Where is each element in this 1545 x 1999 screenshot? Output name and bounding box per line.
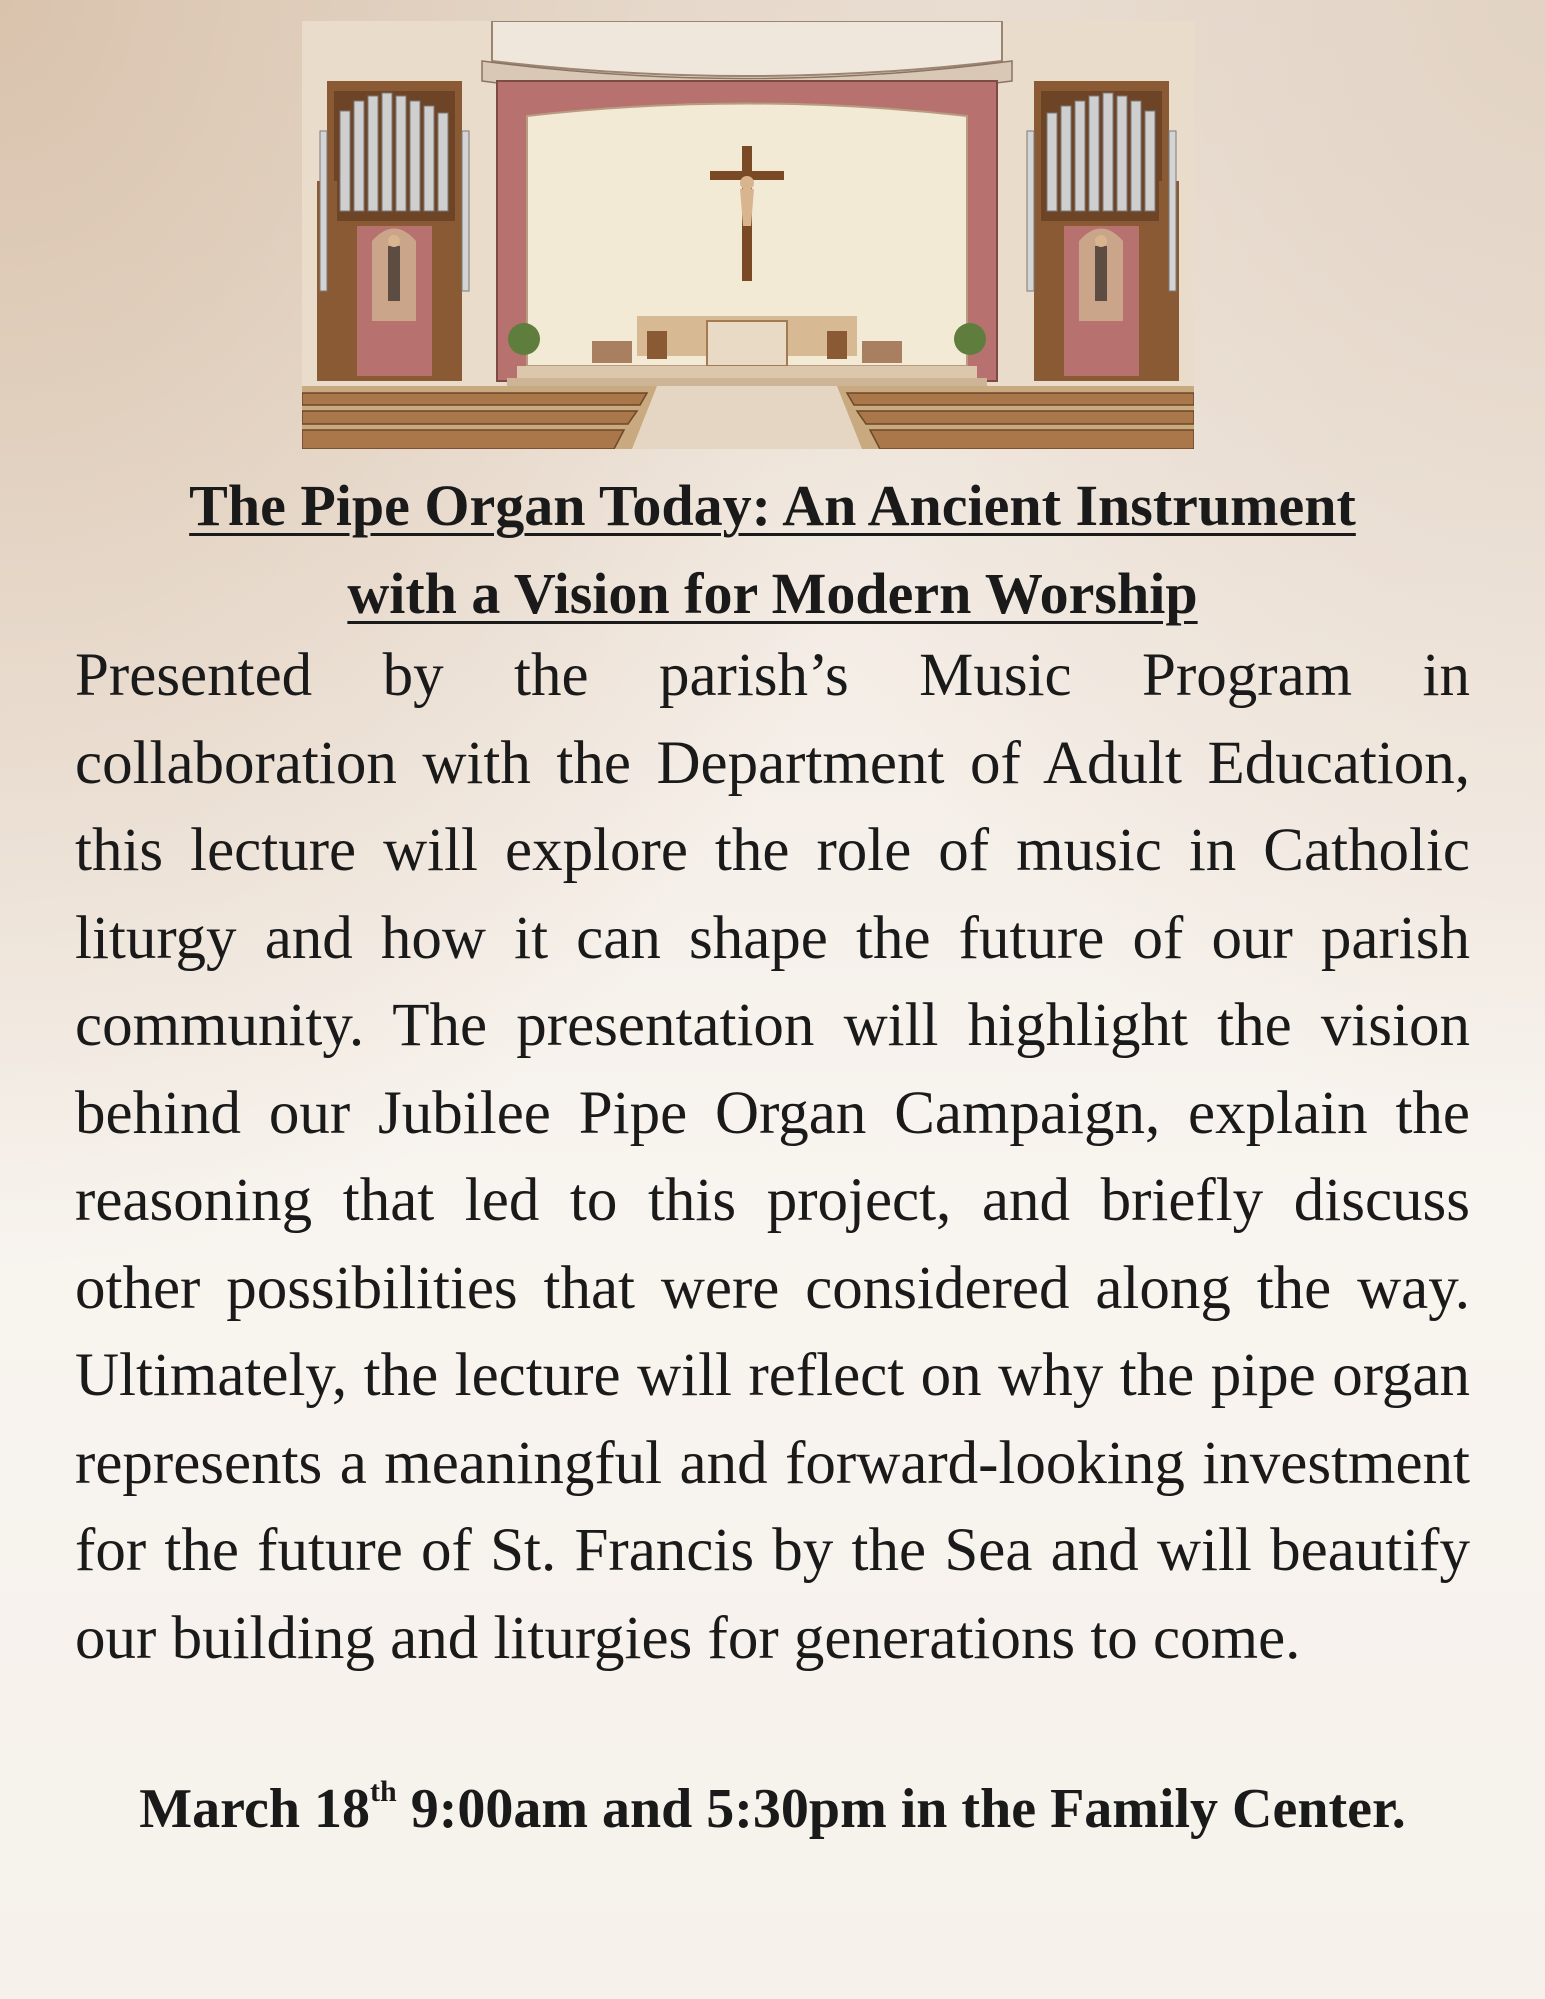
event-description: Presented by the parish’s Music Program in collaboration with the Department of Adult Education, this lecture will explore the role of music in Catholic liturgy and how it can shape the future of our parish community. The presentation will highlight the vision behind our Jubilee Pipe Organ Campaign, explain the reasoning that led to this project, and briefly discuss other possibilities that were considered along the way. Ultimately, the lecture will reflect on why the pipe organ represents a meaningful and forward-looking investment for the future of St. Francis by the Sea and will beautify our building and liturgies for generations to come. <box>75 642 1470 1672</box>
event-title-line-1: The Pipe Organ Today: An Ancient Instrument <box>189 473 1356 538</box>
event-date-location <box>60 1765 1485 1853</box>
event-date: March 18 <box>139 1778 370 1840</box>
church-sanctuary-illustration <box>302 21 1194 449</box>
event-title-line-2: with a Vision for Modern Worship <box>347 561 1198 626</box>
event-time-location: 9:00am and 5:30pm in the Family Center. <box>396 1778 1406 1840</box>
event-date-ordinal: th <box>370 1775 397 1808</box>
event-title <box>60 462 1485 638</box>
